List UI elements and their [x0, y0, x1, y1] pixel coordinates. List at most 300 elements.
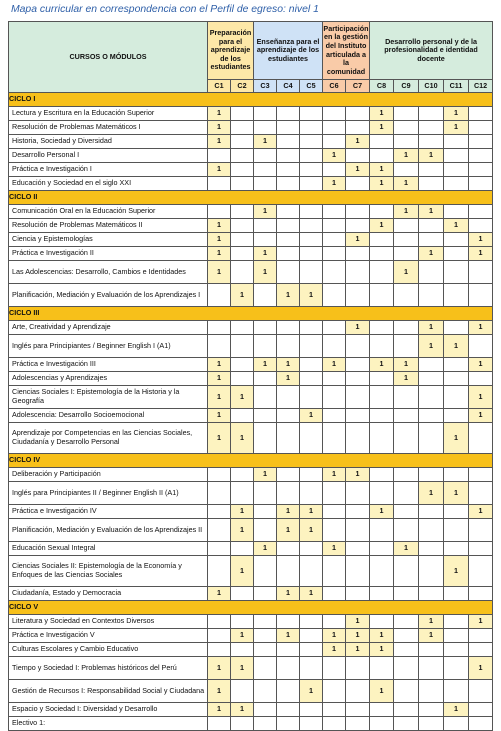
competency-cell: [346, 657, 370, 680]
competency-mark: 1: [394, 205, 419, 219]
competency-mark: 1: [469, 386, 493, 409]
competency-cell: [346, 205, 370, 219]
table-row: [9, 468, 493, 482]
competency-cell: [300, 482, 323, 505]
competency-cell: [231, 372, 254, 386]
competency-cell: [231, 121, 254, 135]
cycle-header-row: [9, 191, 493, 205]
competency-code: C8: [370, 80, 394, 93]
competency-cell: [469, 107, 493, 121]
competency-cell: [300, 542, 323, 556]
competency-cell: [323, 615, 346, 629]
competency-cell: [254, 163, 277, 177]
competency-cell: [394, 643, 419, 657]
table-row: [9, 519, 493, 542]
competency-mark: 1: [231, 386, 254, 409]
competency-mark: 1: [231, 423, 254, 454]
competency-cell: [300, 468, 323, 482]
competency-cell: [444, 205, 469, 219]
competency-cell: [419, 556, 444, 587]
course-name: Resolución de Problemas Matemáticos II: [9, 219, 208, 233]
competency-cell: [419, 703, 444, 717]
competency-cell: [254, 372, 277, 386]
competency-cell: [323, 219, 346, 233]
competency-cell: [370, 657, 394, 680]
competency-cell: [231, 717, 254, 731]
competency-cell: [277, 261, 300, 284]
competency-cell: [300, 107, 323, 121]
competency-mark: 1: [208, 219, 231, 233]
competency-cell: [277, 335, 300, 358]
competency-cell: [394, 409, 419, 423]
competency-mark: 1: [419, 247, 444, 261]
competency-cell: [370, 703, 394, 717]
competency-cell: [208, 615, 231, 629]
competency-cell: [277, 247, 300, 261]
competency-cell: [254, 703, 277, 717]
competency-cell: [277, 657, 300, 680]
course-name: Resolución de Problemas Matemáticos I: [9, 121, 208, 135]
competency-cell: [323, 386, 346, 409]
competency-mark: 1: [370, 629, 394, 643]
competency-cell: [254, 177, 277, 191]
course-name: Electivo 1:: [9, 717, 208, 731]
competency-cell: [300, 358, 323, 372]
competency-mark: 1: [323, 177, 346, 191]
competency-cell: [419, 717, 444, 731]
course-name: Tiempo y Sociedad I: Problemas históricos del Perú: [9, 657, 208, 680]
course-name: Ciencias Sociales II: Epistemología de la Economía y Enfoques de las Ciencias Sociales: [9, 556, 208, 587]
competency-cell: [277, 135, 300, 149]
competency-cell: [323, 587, 346, 601]
competency-mark: 1: [419, 205, 444, 219]
competency-cell: [419, 643, 444, 657]
competency-cell: [419, 107, 444, 121]
competency-cell: [394, 519, 419, 542]
course-name: Educación y Sociedad en el siglo XXI: [9, 177, 208, 191]
competency-cell: [444, 615, 469, 629]
competency-mark: 1: [208, 423, 231, 454]
competency-cell: [444, 247, 469, 261]
competency-cell: [394, 657, 419, 680]
competency-code: C12: [469, 80, 493, 93]
competency-cell: [346, 423, 370, 454]
competency-cell: [346, 482, 370, 505]
competency-cell: [277, 615, 300, 629]
competency-mark: 1: [277, 284, 300, 307]
competency-cell: [346, 149, 370, 163]
competency-cell: [208, 321, 231, 335]
competency-mark: 1: [208, 261, 231, 284]
competency-cell: [254, 615, 277, 629]
competency-cell: [370, 468, 394, 482]
competency-cell: [346, 505, 370, 519]
competency-mark: 1: [444, 423, 469, 454]
competency-mark: 1: [469, 657, 493, 680]
competency-cell: [370, 335, 394, 358]
competency-cell: [394, 629, 419, 643]
course-name: Comunicación Oral en la Educación Superior: [9, 205, 208, 219]
competency-cell: [300, 556, 323, 587]
competency-cell: [444, 163, 469, 177]
competency-cell: [300, 205, 323, 219]
competency-mark: 1: [208, 163, 231, 177]
course-name: Inglés para Principiantes / Beginner English I (A1): [9, 335, 208, 358]
competency-cell: [370, 261, 394, 284]
competency-cell: [469, 680, 493, 703]
competency-mark: 1: [300, 284, 323, 307]
cycle-label: CICLO II: [9, 191, 493, 205]
competency-cell: [346, 247, 370, 261]
table-row: [9, 423, 493, 454]
competency-cell: [394, 703, 419, 717]
competency-mark: 1: [300, 587, 323, 601]
competency-cell: [419, 657, 444, 680]
competency-mark: 1: [277, 519, 300, 542]
competency-cell: [254, 423, 277, 454]
competency-cell: [231, 643, 254, 657]
cycle-header-row: [9, 601, 493, 615]
competency-mark: 1: [394, 358, 419, 372]
table-row: [9, 135, 493, 149]
table-row: [9, 121, 493, 135]
competency-cell: [300, 423, 323, 454]
competency-mark: 1: [254, 261, 277, 284]
competency-cell: [346, 372, 370, 386]
table-row: [9, 261, 493, 284]
competency-cell: [370, 135, 394, 149]
competency-cell: [300, 657, 323, 680]
competency-cell: [394, 468, 419, 482]
competency-cell: [208, 149, 231, 163]
competency-cell: [323, 519, 346, 542]
competency-cell: [346, 542, 370, 556]
competency-cell: [419, 261, 444, 284]
competency-mark: 1: [370, 680, 394, 703]
competency-code: C9: [394, 80, 419, 93]
competency-cell: [300, 121, 323, 135]
competency-cell: [346, 703, 370, 717]
competency-cell: [394, 615, 419, 629]
competency-mark: 1: [208, 409, 231, 423]
table-row: [9, 482, 493, 505]
competency-mark: 1: [323, 643, 346, 657]
competency-cell: [469, 149, 493, 163]
competency-cell: [444, 680, 469, 703]
competency-cell: [300, 149, 323, 163]
competency-cell: [254, 121, 277, 135]
competency-cell: [370, 149, 394, 163]
competency-code: C5: [300, 80, 323, 93]
competency-mark: 1: [208, 703, 231, 717]
competency-cell: [370, 587, 394, 601]
competency-mark: 1: [469, 358, 493, 372]
table-row: [9, 358, 493, 372]
competency-cell: [346, 519, 370, 542]
competency-cell: [444, 321, 469, 335]
competency-cell: [444, 135, 469, 149]
competency-cell: [254, 717, 277, 731]
competency-cell: [277, 149, 300, 163]
competency-mark: 1: [394, 542, 419, 556]
competency-mark: 1: [394, 261, 419, 284]
course-name: Culturas Escolares y Cambio Educativo: [9, 643, 208, 657]
competency-cell: [370, 321, 394, 335]
competency-cell: [444, 409, 469, 423]
competency-cell: [419, 233, 444, 247]
table-row: [9, 205, 493, 219]
competency-code: C6: [323, 80, 346, 93]
table-row: [9, 643, 493, 657]
competency-cell: [394, 284, 419, 307]
course-name: Aprendizaje por Competencias en las Ciencias Sociales, Ciudadanía y Desarrollo Personal: [9, 423, 208, 454]
competency-code: C4: [277, 80, 300, 93]
competency-cell: [346, 335, 370, 358]
course-name: Lectura y Escritura en la Educación Superior: [9, 107, 208, 121]
competency-mark: 1: [254, 205, 277, 219]
competency-cell: [323, 423, 346, 454]
competency-cell: [419, 372, 444, 386]
competency-mark: 1: [394, 177, 419, 191]
competency-cell: [323, 247, 346, 261]
competency-cell: [469, 372, 493, 386]
table-row: [9, 556, 493, 587]
competency-cell: [277, 482, 300, 505]
competency-cell: [346, 386, 370, 409]
competency-cell: [394, 247, 419, 261]
competency-cell: [300, 177, 323, 191]
course-name: Ciencias Sociales I: Epistemología de la Historia y la Geografía: [9, 386, 208, 409]
competency-cell: [231, 205, 254, 219]
competency-cell: [231, 107, 254, 121]
competency-cell: [277, 556, 300, 587]
competency-cell: [469, 284, 493, 307]
competency-cell: [370, 233, 394, 247]
competency-cell: [300, 321, 323, 335]
competency-cell: [370, 372, 394, 386]
competency-mark: 1: [394, 149, 419, 163]
competency-cell: [469, 163, 493, 177]
competency-cell: [323, 657, 346, 680]
table-row: [9, 372, 493, 386]
competency-mark: 1: [277, 358, 300, 372]
group-header-teaching: Enseñanza para el aprendizaje de los estudiantes: [254, 22, 323, 80]
competency-cell: [394, 219, 419, 233]
table-row: [9, 703, 493, 717]
competency-cell: [277, 107, 300, 121]
competency-mark: 1: [469, 233, 493, 247]
course-name: Inglés para Principiantes II / Beginner English II (A1): [9, 482, 208, 505]
competency-cell: [323, 556, 346, 587]
course-name: Educación Sexual Integral: [9, 542, 208, 556]
competency-cell: [277, 386, 300, 409]
competency-mark: 1: [208, 680, 231, 703]
competency-mark: 1: [300, 680, 323, 703]
competency-mark: 1: [300, 519, 323, 542]
competency-cell: [346, 284, 370, 307]
competency-mark: 1: [254, 247, 277, 261]
competency-mark: 1: [469, 247, 493, 261]
competency-cell: [444, 542, 469, 556]
competency-mark: 1: [346, 629, 370, 643]
competency-mark: 1: [419, 629, 444, 643]
competency-cell: [231, 482, 254, 505]
competency-cell: [370, 409, 394, 423]
competency-cell: [277, 121, 300, 135]
competency-cell: [208, 482, 231, 505]
competency-cell: [254, 643, 277, 657]
competency-mark: 1: [231, 519, 254, 542]
competency-cell: [254, 587, 277, 601]
competency-cell: [394, 321, 419, 335]
competency-cell: [254, 335, 277, 358]
competency-cell: [277, 219, 300, 233]
group-header-participation: Participación en la gestión del Instituto articulada a la comunidad: [323, 22, 370, 80]
competency-mark: 1: [323, 542, 346, 556]
competency-cell: [300, 247, 323, 261]
competency-cell: [300, 219, 323, 233]
competency-mark: 1: [231, 284, 254, 307]
courses-header: CURSOS O MÓDULOS: [9, 22, 208, 93]
competency-cell: [469, 468, 493, 482]
competency-cell: [254, 680, 277, 703]
competency-cell: [300, 163, 323, 177]
competency-mark: 1: [208, 657, 231, 680]
competency-cell: [370, 615, 394, 629]
competency-mark: 1: [208, 233, 231, 247]
competency-cell: [469, 542, 493, 556]
competency-cell: [254, 409, 277, 423]
competency-cell: [370, 519, 394, 542]
competency-cell: [323, 372, 346, 386]
table-row: [9, 657, 493, 680]
competency-cell: [323, 233, 346, 247]
competency-mark: 1: [370, 358, 394, 372]
course-name: Adolescencia: Desarrollo Socioemocional: [9, 409, 208, 423]
competency-cell: [469, 587, 493, 601]
competency-cell: [300, 135, 323, 149]
competency-cell: [444, 233, 469, 247]
competency-mark: 1: [394, 372, 419, 386]
competency-cell: [277, 703, 300, 717]
competency-mark: 1: [254, 135, 277, 149]
course-name: Ciudadanía, Estado y Democracia: [9, 587, 208, 601]
competency-cell: [346, 409, 370, 423]
table-row: [9, 247, 493, 261]
competency-cell: [208, 717, 231, 731]
competency-code: C7: [346, 80, 370, 93]
competency-cell: [277, 542, 300, 556]
competency-cell: [346, 261, 370, 284]
competency-mark: 1: [254, 542, 277, 556]
competency-mark: 1: [208, 107, 231, 121]
competency-mark: 1: [419, 335, 444, 358]
competency-cell: [231, 542, 254, 556]
competency-cell: [323, 703, 346, 717]
competency-mark: 1: [419, 149, 444, 163]
competency-cell: [469, 177, 493, 191]
competency-cell: [419, 423, 444, 454]
competency-cell: [277, 680, 300, 703]
course-name: Práctica e Investigación II: [9, 247, 208, 261]
competency-mark: 1: [323, 629, 346, 643]
competency-cell: [254, 482, 277, 505]
competency-mark: 1: [444, 335, 469, 358]
competency-cell: [231, 219, 254, 233]
competency-cell: [231, 135, 254, 149]
competency-mark: 1: [208, 372, 231, 386]
competency-mark: 1: [444, 703, 469, 717]
competency-cell: [323, 107, 346, 121]
competency-cell: [254, 657, 277, 680]
competency-cell: [394, 163, 419, 177]
competency-cell: [346, 107, 370, 121]
competency-cell: [346, 717, 370, 731]
competency-cell: [208, 284, 231, 307]
competency-mark: 1: [444, 219, 469, 233]
competency-cell: [208, 468, 231, 482]
competency-cell: [208, 177, 231, 191]
competency-cell: [323, 409, 346, 423]
competency-cell: [300, 386, 323, 409]
competency-cell: [323, 505, 346, 519]
competency-cell: [444, 657, 469, 680]
competency-mark: 1: [300, 505, 323, 519]
competency-mark: 1: [346, 321, 370, 335]
table-row: [9, 219, 493, 233]
competency-cell: [444, 587, 469, 601]
competency-cell: [300, 335, 323, 358]
competency-cell: [394, 717, 419, 731]
competency-mark: 1: [419, 615, 444, 629]
competency-cell: [208, 556, 231, 587]
competency-mark: 1: [208, 386, 231, 409]
competency-cell: [254, 321, 277, 335]
course-name: Las Adolescencias: Desarrollo, Cambios e Identidades: [9, 261, 208, 284]
competency-cell: [346, 177, 370, 191]
competency-cell: [469, 643, 493, 657]
competency-cell: [231, 149, 254, 163]
competency-cell: [323, 717, 346, 731]
competency-mark: 1: [208, 247, 231, 261]
competency-cell: [394, 587, 419, 601]
competency-cell: [370, 717, 394, 731]
table-row: [9, 505, 493, 519]
competency-mark: 1: [346, 643, 370, 657]
competency-mark: 1: [208, 358, 231, 372]
competency-code: C11: [444, 80, 469, 93]
competency-cell: [300, 372, 323, 386]
competency-cell: [300, 643, 323, 657]
competency-mark: 1: [323, 468, 346, 482]
competency-cell: [394, 335, 419, 358]
competency-cell: [254, 149, 277, 163]
competency-cell: [231, 177, 254, 191]
competency-mark: 1: [323, 149, 346, 163]
competency-mark: 1: [469, 409, 493, 423]
competency-mark: 1: [231, 629, 254, 643]
competency-cell: [323, 335, 346, 358]
competency-cell: [231, 680, 254, 703]
competency-cell: [323, 482, 346, 505]
competency-cell: [254, 505, 277, 519]
competency-cell: [208, 542, 231, 556]
competency-cell: [300, 233, 323, 247]
course-name: Planificación, Mediación y Evaluación de los Aprendizajes I: [9, 284, 208, 307]
table-row: [9, 587, 493, 601]
competency-cell: [346, 587, 370, 601]
competency-cell: [370, 556, 394, 587]
